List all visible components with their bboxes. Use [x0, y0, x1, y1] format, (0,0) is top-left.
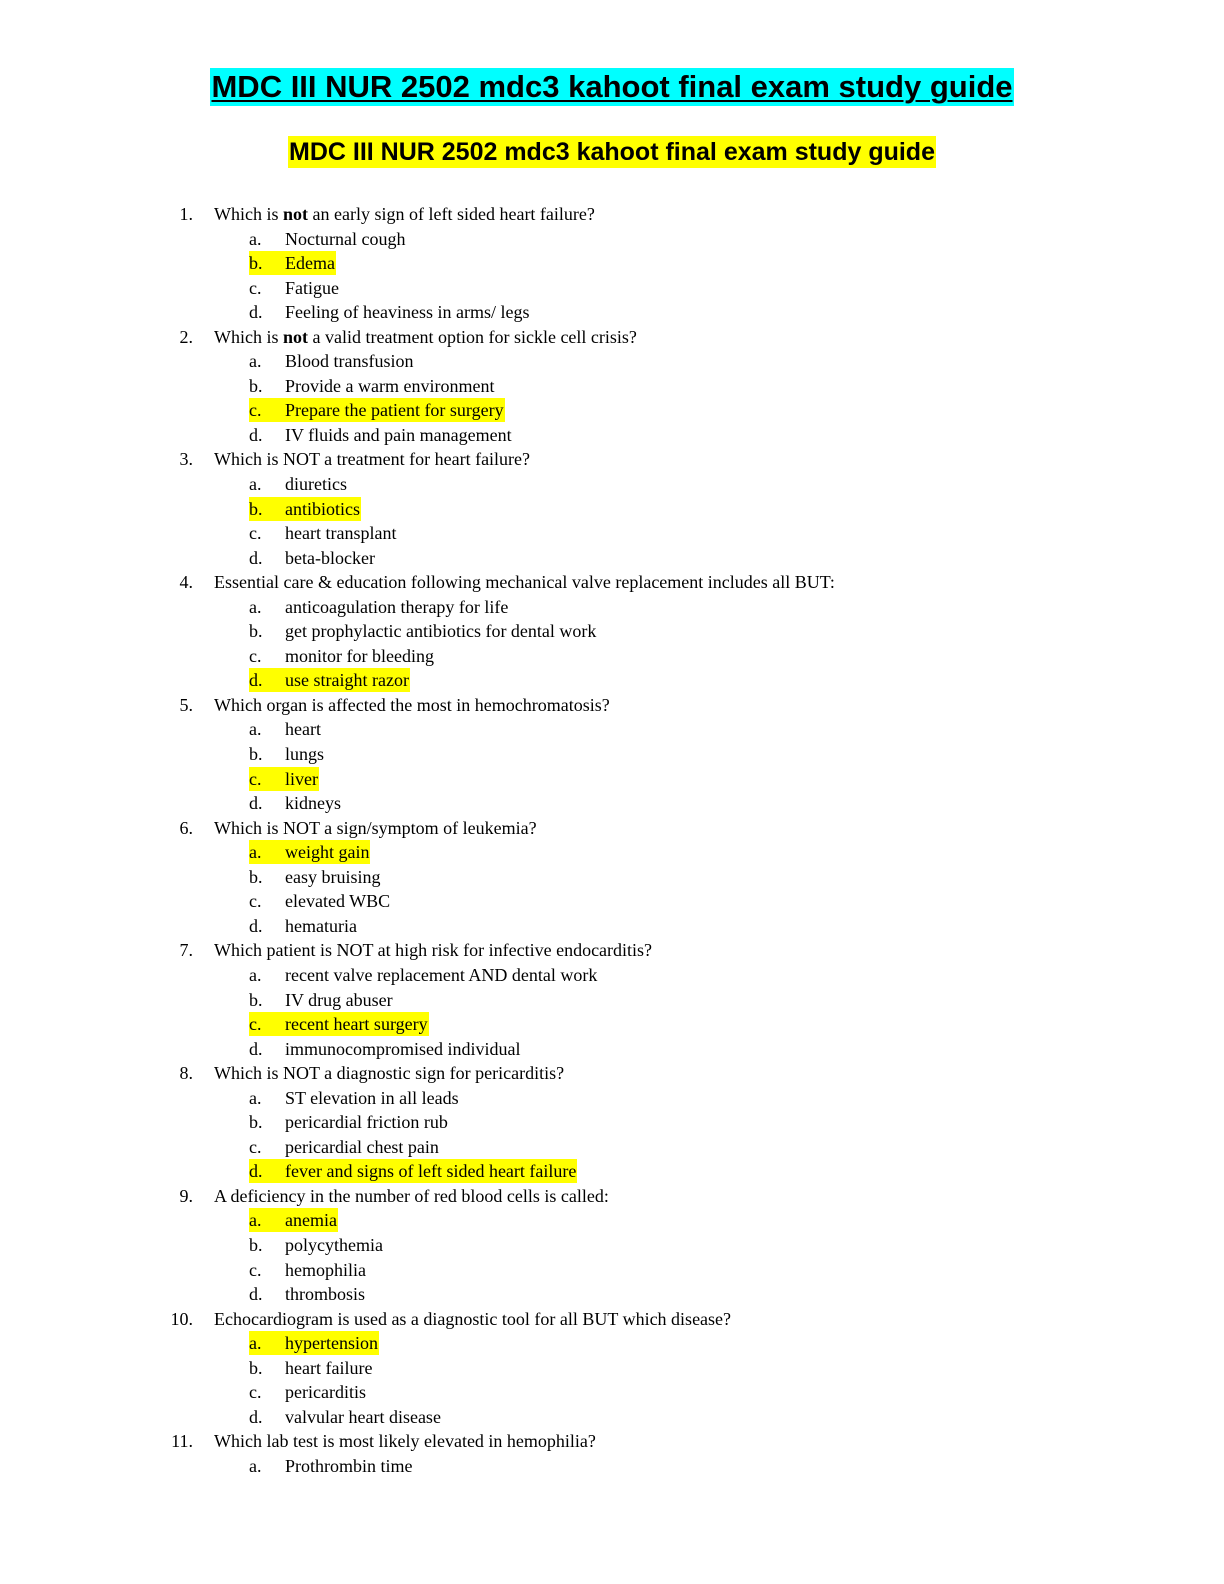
option-letter: b.	[249, 621, 263, 642]
option-text: anticoagulation therapy for life	[285, 596, 509, 617]
option-letter: c.	[249, 645, 262, 666]
answer-option-row	[0, 349, 1224, 374]
option-text: heart failure	[285, 1357, 373, 1378]
option-text: Feeling of heaviness in arms/ legs	[285, 302, 530, 323]
option-text: lungs	[285, 744, 325, 765]
question-text-part: Which organ is affected the most in hemochromatosis?	[214, 694, 610, 715]
answer-option-row	[0, 963, 1224, 988]
option-text: heart	[285, 719, 321, 740]
option-letter: b.	[249, 498, 263, 519]
title-container	[0, 68, 1224, 106]
question-text	[214, 693, 610, 718]
option-letter: a.	[249, 228, 262, 249]
answer-option-row	[0, 1454, 1224, 1479]
answer-option-row	[0, 742, 1224, 767]
option-letter: a.	[249, 1210, 262, 1231]
option-letter: a.	[249, 596, 262, 617]
answer-option-row	[0, 1405, 1224, 1430]
answer-option-row	[0, 889, 1224, 914]
option-letter: b.	[249, 866, 263, 887]
question-text-part: a valid treatment option for sickle cell crisis?	[308, 326, 637, 347]
answer-option-row	[0, 300, 1224, 325]
answer-option	[249, 1135, 440, 1159]
answer-option	[249, 276, 340, 300]
answer-option	[249, 1086, 460, 1110]
answer-option	[249, 644, 435, 668]
answer-option	[249, 988, 394, 1012]
document-subtitle: MDC III NUR 2502 mdc3 kahoot final exam study guide	[289, 138, 935, 166]
answer-option-row	[0, 1380, 1224, 1405]
option-letter: a.	[249, 719, 262, 740]
option-letter: c.	[249, 1382, 262, 1403]
answer-option	[249, 423, 513, 447]
answer-option	[249, 1282, 366, 1306]
answer-option-highlighted	[249, 668, 410, 692]
answer-option	[249, 1233, 384, 1257]
answer-option	[249, 1110, 449, 1134]
answer-option-row	[0, 497, 1224, 522]
question-number: 2.	[179, 326, 193, 347]
option-letter: b.	[249, 375, 263, 396]
answer-option-row	[0, 1282, 1224, 1307]
option-letter: a.	[249, 1455, 262, 1476]
question-item	[0, 693, 1224, 718]
answer-option-highlighted	[249, 1159, 577, 1183]
question-text-part: Which is NOT a treatment for heart failure?	[214, 449, 531, 470]
option-letter: a.	[249, 1333, 262, 1354]
answer-option-row	[0, 1012, 1224, 1037]
answer-option-highlighted	[249, 1208, 338, 1232]
option-letter: c.	[249, 277, 262, 298]
answer-option-row	[0, 251, 1224, 276]
answer-option	[249, 889, 391, 913]
answer-option-row	[0, 374, 1224, 399]
question-text-emphasis: not	[283, 326, 309, 347]
question-number: 7.	[179, 940, 193, 961]
option-letter: d.	[249, 1161, 263, 1182]
question-item	[0, 1307, 1224, 1332]
answer-option-row	[0, 546, 1224, 571]
question-item	[0, 816, 1224, 841]
option-letter: a.	[249, 474, 262, 495]
question-text	[214, 325, 637, 350]
option-text: Blood transfusion	[285, 351, 414, 372]
answer-option	[249, 349, 415, 373]
answer-option-row	[0, 1356, 1224, 1381]
option-text: elevated WBC	[285, 891, 391, 912]
option-text: hematuria	[285, 915, 357, 936]
answer-option-row	[0, 521, 1224, 546]
option-text: anemia	[285, 1210, 337, 1231]
option-text: monitor for bleeding	[285, 645, 434, 666]
option-letter: d.	[249, 1406, 263, 1427]
answer-option-row	[0, 1208, 1224, 1233]
option-letter: d.	[249, 915, 263, 936]
option-letter: d.	[249, 424, 263, 445]
question-text-part: Echocardiogram is used as a diagnostic tool for all BUT which disease?	[214, 1308, 732, 1329]
answer-option-highlighted	[249, 840, 370, 864]
answer-option-row	[0, 1037, 1224, 1062]
option-letter: d.	[249, 1038, 263, 1059]
option-letter: d.	[249, 1284, 263, 1305]
answer-option	[249, 791, 342, 815]
option-text: beta-blocker	[285, 547, 375, 568]
question-text-part: Which is NOT a diagnostic sign for pericarditis?	[214, 1063, 565, 1084]
option-letter: b.	[249, 1357, 263, 1378]
answer-option-highlighted	[249, 398, 505, 422]
option-letter: b.	[249, 1112, 263, 1133]
answer-option-row	[0, 668, 1224, 693]
question-text-part: Which is	[214, 204, 283, 224]
question-item	[0, 938, 1224, 963]
answer-option-row	[0, 1233, 1224, 1258]
question-number: 8.	[179, 1063, 193, 1084]
option-letter: c.	[249, 1259, 262, 1280]
answer-option-row	[0, 398, 1224, 423]
question-text	[214, 1184, 609, 1209]
question-item	[0, 202, 1224, 227]
question-number: 6.	[179, 817, 193, 838]
option-text: pericardial chest pain	[285, 1136, 439, 1157]
option-text: thrombosis	[285, 1284, 366, 1305]
question-number: 11.	[171, 1431, 193, 1452]
question-text	[214, 570, 835, 595]
document-title: MDC III NUR 2502 mdc3 kahoot final exam study guide	[211, 69, 1013, 104]
option-letter: c.	[249, 1136, 262, 1157]
question-text	[214, 938, 652, 963]
question-item	[0, 447, 1224, 472]
question-number: 1.	[179, 204, 193, 224]
answer-option	[249, 717, 322, 741]
answer-option	[249, 472, 348, 496]
question-text-part: Which lab test is most likely elevated in hemophilia?	[214, 1431, 596, 1452]
answer-option	[249, 227, 406, 251]
option-text: weight gain	[285, 842, 370, 863]
option-text: get prophylactic antibiotics for dental work	[285, 621, 597, 642]
question-item	[0, 1061, 1224, 1086]
answer-option-row	[0, 717, 1224, 742]
answer-option	[249, 546, 376, 570]
answer-option	[249, 595, 509, 619]
answer-option-row	[0, 840, 1224, 865]
answer-option-row	[0, 865, 1224, 890]
answer-option-row	[0, 1135, 1224, 1160]
question-text-part: A deficiency in the number of red blood cells is called:	[214, 1185, 609, 1206]
answer-option-row	[0, 1159, 1224, 1184]
option-letter: b.	[249, 1234, 263, 1255]
question-number: 4.	[179, 572, 193, 593]
option-text: diuretics	[285, 474, 347, 495]
question-text-emphasis: not	[283, 204, 309, 224]
answer-option	[249, 374, 495, 398]
option-letter: d.	[249, 547, 263, 568]
answer-option-highlighted	[249, 767, 319, 791]
answer-option	[249, 1405, 442, 1429]
answer-option-row	[0, 1110, 1224, 1135]
option-letter: d.	[249, 670, 263, 691]
question-number: 9.	[179, 1185, 193, 1206]
option-text: recent valve replacement AND dental work	[285, 964, 598, 985]
option-text: ST elevation in all leads	[285, 1087, 459, 1108]
answer-option-row	[0, 644, 1224, 669]
answer-option	[249, 742, 325, 766]
answer-option-row	[0, 472, 1224, 497]
question-text-part: Which is NOT a sign/symptom of leukemia?	[214, 817, 537, 838]
answer-option-row	[0, 276, 1224, 301]
answer-option-row	[0, 791, 1224, 816]
answer-option-highlighted	[249, 497, 361, 521]
option-letter: a.	[249, 964, 262, 985]
option-text: recent heart surgery	[285, 1014, 428, 1035]
option-text: antibiotics	[285, 498, 360, 519]
answer-option-row	[0, 227, 1224, 252]
answer-option-row	[0, 914, 1224, 939]
option-letter: c.	[249, 1014, 262, 1035]
subtitle-container	[0, 136, 1224, 168]
question-item	[0, 325, 1224, 350]
answer-option	[249, 1454, 414, 1478]
option-letter: a.	[249, 351, 262, 372]
option-text: pericardial friction rub	[285, 1112, 448, 1133]
answer-option-highlighted	[249, 1012, 429, 1036]
question-text-part: Essential care & education following mechanical valve replacement includes all BUT:	[214, 572, 835, 593]
question-number: 3.	[179, 449, 193, 470]
option-text: use straight razor	[285, 670, 409, 691]
option-text: easy bruising	[285, 866, 381, 887]
option-letter: c.	[249, 768, 262, 789]
answer-option	[249, 1356, 373, 1380]
answer-option-row	[0, 1258, 1224, 1283]
question-item	[0, 570, 1224, 595]
answer-option	[249, 521, 397, 545]
option-text: valvular heart disease	[285, 1406, 441, 1427]
answer-option-row	[0, 619, 1224, 644]
question-text-part: Which is	[214, 326, 283, 347]
option-text: fever and signs of left sided heart failure	[285, 1161, 577, 1182]
option-letter: b.	[249, 989, 263, 1010]
option-letter: a.	[249, 1087, 262, 1108]
option-text: heart transplant	[285, 523, 397, 544]
answer-option	[249, 300, 530, 324]
answer-option	[249, 914, 358, 938]
answer-option-highlighted	[249, 1331, 379, 1355]
answer-option	[249, 1037, 521, 1061]
question-text	[214, 1429, 596, 1454]
option-text: Nocturnal cough	[285, 228, 406, 249]
option-text: hemophilia	[285, 1259, 366, 1280]
option-text: liver	[285, 768, 318, 789]
option-text: immunocompromised individual	[285, 1038, 521, 1059]
answer-option-row	[0, 1331, 1224, 1356]
question-text	[214, 447, 530, 472]
question-text-part: an early sign of left sided heart failure?	[308, 204, 595, 224]
option-letter: b.	[249, 744, 263, 765]
option-text: pericarditis	[285, 1382, 366, 1403]
option-text: polycythemia	[285, 1234, 383, 1255]
answer-option	[249, 619, 597, 643]
option-letter: a.	[249, 842, 262, 863]
option-text: Prothrombin time	[285, 1455, 413, 1476]
option-letter: c.	[249, 400, 262, 421]
answer-option-row	[0, 595, 1224, 620]
question-text	[214, 202, 595, 227]
question-item	[0, 1184, 1224, 1209]
option-text: hypertension	[285, 1333, 378, 1354]
option-letter: d.	[249, 302, 263, 323]
answer-option-row	[0, 767, 1224, 792]
question-item	[0, 1429, 1224, 1454]
answer-option-row	[0, 1086, 1224, 1111]
option-letter: c.	[249, 891, 262, 912]
question-text-part: Which patient is NOT at high risk for infective endocarditis?	[214, 940, 653, 961]
option-text: Provide a warm environment	[285, 375, 495, 396]
option-letter: c.	[249, 523, 262, 544]
option-text: Edema	[285, 253, 335, 274]
answer-option-row	[0, 988, 1224, 1013]
option-text: Prepare the patient for surgery	[285, 400, 504, 421]
question-text	[214, 1061, 564, 1086]
option-text: IV fluids and pain management	[285, 424, 512, 445]
question-number: 10.	[170, 1308, 193, 1329]
question-text	[214, 816, 537, 841]
question-text	[214, 1307, 731, 1332]
option-text: Fatigue	[285, 277, 339, 298]
question-number: 5.	[179, 694, 193, 715]
option-text: kidneys	[285, 793, 341, 814]
answer-option-row	[0, 423, 1224, 448]
answer-option-highlighted	[249, 251, 336, 275]
option-letter: d.	[249, 793, 263, 814]
answer-option	[249, 1258, 367, 1282]
option-letter: b.	[249, 253, 263, 274]
answer-option	[249, 865, 381, 889]
question-list	[0, 202, 1224, 1478]
answer-option	[249, 1380, 367, 1404]
answer-option	[249, 963, 598, 987]
option-text: IV drug abuser	[285, 989, 393, 1010]
